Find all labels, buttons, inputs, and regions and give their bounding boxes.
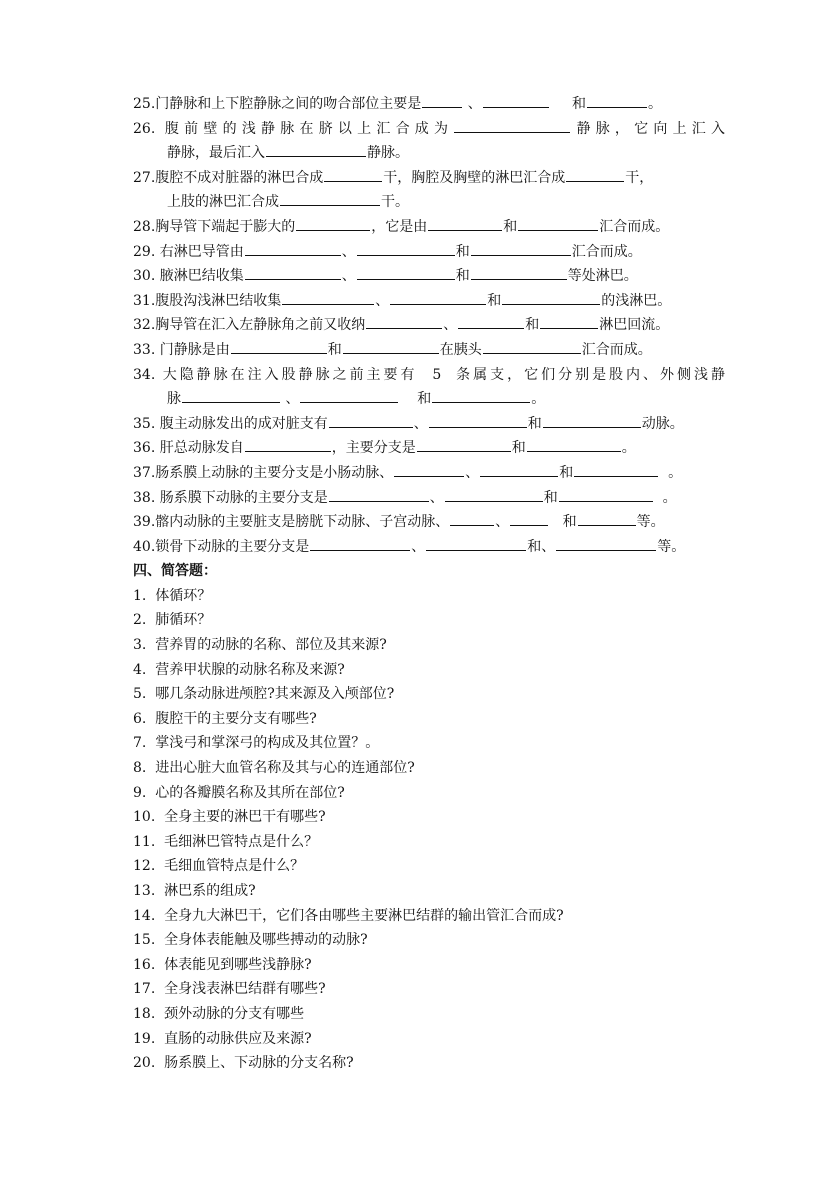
section-heading: 四、简答题： <box>133 563 217 580</box>
question-text: 和、 <box>527 538 556 555</box>
question-text: 锁骨下动脉的主要分支是 <box>155 538 310 555</box>
fill-question <box>133 461 725 486</box>
question-number: 25. <box>133 96 156 112</box>
question-text: 、 <box>495 514 510 531</box>
question-text: 淋巴回流。 <box>599 317 670 334</box>
question-text: 脉 <box>167 391 181 408</box>
question-text: 和 <box>527 415 542 432</box>
question-text: 和 <box>399 391 432 408</box>
question-text: 、 <box>465 464 480 481</box>
question-text: 干，胸腔及胸壁的淋巴汇合成 <box>383 169 566 186</box>
answer-blank[interactable] <box>483 93 549 108</box>
answer-blank[interactable] <box>343 339 439 354</box>
question-text: 和 <box>503 218 518 235</box>
question-number: 38. <box>133 489 156 506</box>
answer-blank[interactable] <box>559 487 653 502</box>
question-text: 汇合而成。 <box>581 341 652 358</box>
short-answer-question: 6. 腹腔干的主要分支有哪些? <box>133 710 317 727</box>
answer-blank[interactable] <box>578 511 636 526</box>
question-text: 腹主动脉发出的成对脏支有 <box>155 415 328 432</box>
question-text: 门静脉和上下腔静脉之间的吻合部位主要是 <box>155 96 422 112</box>
question-text: 肝总动脉发自 <box>155 440 244 457</box>
question-text: ，主要分支是 <box>331 440 416 457</box>
question-text: 和 <box>327 341 342 358</box>
answer-blank[interactable] <box>574 462 658 477</box>
answer-blank[interactable] <box>480 462 558 477</box>
answer-blank[interactable] <box>543 413 641 428</box>
question-text: 。 <box>653 489 677 506</box>
answer-blank[interactable] <box>426 536 526 551</box>
fill-question <box>133 215 725 240</box>
question-number: 28. <box>133 218 156 235</box>
answer-blank[interactable] <box>310 536 410 551</box>
question-number: 29. <box>133 243 156 260</box>
answer-blank[interactable] <box>422 93 462 108</box>
question-number: 39. <box>133 514 156 531</box>
question-text: 和 <box>455 243 470 260</box>
answer-blank[interactable] <box>245 437 331 452</box>
question-text: 汇合而成。 <box>571 243 642 260</box>
answer-blank[interactable] <box>280 191 380 206</box>
short-answer-question: 8. 进出心脏大血管名称及其与心的连通部位? <box>133 760 415 777</box>
question-text: 静脉，它向上汇入 <box>571 120 725 137</box>
question-text: 汇合而成。 <box>599 218 670 235</box>
answer-blank[interactable] <box>556 536 656 551</box>
question-text: 等处淋巴。 <box>567 268 638 285</box>
answer-blank[interactable] <box>587 93 647 108</box>
short-answer-question: 17. 全身浅表淋巴结群有哪些? <box>133 981 326 998</box>
answer-blank[interactable] <box>324 167 382 182</box>
question-text: 。 <box>531 391 546 408</box>
answer-blank[interactable] <box>471 241 571 256</box>
fill-question-continuation <box>133 190 725 215</box>
answer-blank[interactable] <box>366 314 442 329</box>
answer-blank[interactable] <box>231 339 327 354</box>
answer-blank[interactable] <box>510 511 548 526</box>
answer-blank[interactable] <box>296 216 370 231</box>
question-text: 和 <box>525 317 540 334</box>
fill-question <box>133 92 725 117</box>
question-text: 腹前壁的浅静脉在脐以上汇合成为 <box>155 120 454 137</box>
answer-blank[interactable] <box>450 511 494 526</box>
answer-blank[interactable] <box>458 314 524 329</box>
question-number: 33. <box>133 341 156 358</box>
question-text: 、 <box>463 96 482 112</box>
answer-blank[interactable] <box>445 487 543 502</box>
short-answer-question: 14. 全身九大淋巴干，它们各由哪些主要淋巴结群的输出管汇合而成? <box>133 907 564 924</box>
question-number: 26. <box>133 120 156 137</box>
short-answer-question: 19. 直肠的动脉供应及来源? <box>133 1030 312 1047</box>
short-answer-question: 11. 毛细淋巴管特点是什么？ <box>133 833 319 850</box>
answer-blank[interactable] <box>329 487 429 502</box>
question-text: 腹腔不成对脏器的淋巴合成 <box>155 169 324 186</box>
answer-blank[interactable] <box>182 388 280 403</box>
short-answer-question: 9. 心的各瓣膜名称及其所在部位? <box>133 784 345 801</box>
question-text: 等。 <box>636 514 665 531</box>
fill-question <box>133 436 725 461</box>
question-text: 肠系膜下动脉的主要分支是 <box>155 489 328 506</box>
question-text: 胸导管在汇入左静脉角之前又收纳 <box>155 317 366 334</box>
question-number: 30. <box>133 268 156 285</box>
fill-in-blank-section <box>133 92 725 559</box>
answer-blank[interactable] <box>518 216 598 231</box>
fill-question <box>133 363 725 388</box>
answer-blank[interactable] <box>527 437 621 452</box>
question-text: 、 <box>281 391 300 408</box>
answer-blank[interactable] <box>429 413 527 428</box>
answer-blank[interactable] <box>540 314 598 329</box>
fill-question <box>133 240 725 265</box>
answer-blank[interactable] <box>245 265 341 280</box>
short-answer-question: 20. 肠系膜上、下动脉的分支名称? <box>133 1055 354 1072</box>
question-text: 的浅淋巴。 <box>601 292 672 309</box>
question-number: 34. <box>133 366 156 383</box>
question-text: 、 <box>429 489 444 506</box>
fill-question <box>133 412 725 437</box>
question-number: 37. <box>133 464 156 481</box>
answer-blank[interactable] <box>428 216 502 231</box>
question-text: 和 <box>549 514 577 531</box>
answer-blank[interactable] <box>300 388 398 403</box>
answer-blank[interactable] <box>329 413 413 428</box>
short-answer-question: 15. 全身体表能触及哪些搏动的动脉? <box>133 932 368 949</box>
answer-blank[interactable] <box>357 241 455 256</box>
answer-blank[interactable] <box>483 339 581 354</box>
short-answer-list <box>133 584 725 1076</box>
question-text: 大隐静脉在注入股静脉之前主要有 5 条属支，它们分别是股内、外侧浅静 <box>155 366 725 383</box>
question-text: 、 <box>413 415 428 432</box>
answer-blank[interactable] <box>566 167 624 182</box>
question-text: 静脉。 <box>367 145 409 162</box>
question-text: 和 <box>559 464 574 481</box>
question-number: 32. <box>133 317 156 334</box>
short-answer-question: 1. 体循环？ <box>133 587 212 604</box>
question-text: 右淋巴导管由 <box>155 243 244 260</box>
question-text: 和 <box>543 489 558 506</box>
answer-blank[interactable] <box>357 265 455 280</box>
short-answer-question: 12. 毛细血管特点是什么？ <box>133 858 305 875</box>
fill-question <box>133 117 725 142</box>
question-number: 36. <box>133 440 156 457</box>
short-answer-question: 7. 掌浅弓和掌深弓的构成及其位置？。 <box>133 735 380 752</box>
short-answer-question: 2. 肺循环？ <box>133 612 212 629</box>
fill-question <box>133 166 725 191</box>
question-text: 。 <box>659 464 683 481</box>
fill-question <box>133 510 725 535</box>
short-answer-question: 10. 全身主要的淋巴干有哪些? <box>133 809 326 826</box>
short-answer-question: 3. 营养胃的动脉的名称、部位及其来源? <box>133 637 387 654</box>
answer-blank[interactable] <box>282 290 374 305</box>
short-answer-question: 18. 颈外动脉的分支有哪些 <box>133 1005 305 1022</box>
question-text: 在胰头 <box>439 341 482 358</box>
fill-question <box>133 264 725 289</box>
short-answer-question: 13. 淋巴系的组成? <box>133 883 256 899</box>
question-text: 、 <box>341 268 356 285</box>
question-text: 和 <box>455 268 470 285</box>
question-text: 肠系膜上动脉的主要分支是小肠动脉、 <box>155 464 394 481</box>
question-text: 。 <box>647 96 662 112</box>
question-text: 和 <box>549 96 586 112</box>
question-text: 动脉。 <box>641 415 684 432</box>
question-number: 35. <box>133 415 156 432</box>
fill-question <box>133 289 725 314</box>
answer-blank[interactable] <box>432 388 530 403</box>
question-number: 40. <box>133 538 156 555</box>
fill-question <box>133 338 725 363</box>
fill-question-continuation <box>133 141 725 166</box>
question-text: 。 <box>621 440 636 457</box>
question-text: ，它是由 <box>371 218 428 235</box>
short-answer-question: 4. 营养甲状腺的动脉名称及来源? <box>133 661 345 678</box>
answer-blank[interactable] <box>454 118 570 133</box>
answer-blank[interactable] <box>245 241 341 256</box>
answer-blank[interactable] <box>417 437 511 452</box>
question-text: 腋淋巴结收集 <box>155 268 244 285</box>
question-text: 门静脉是由 <box>155 341 230 358</box>
short-answer-question: 16. 体表能见到哪些浅静脉? <box>133 956 312 973</box>
question-text: 胸导管下端起于膨大的 <box>155 218 296 235</box>
answer-blank[interactable] <box>471 265 567 280</box>
question-text: 和 <box>487 292 502 309</box>
fill-question-continuation <box>133 387 725 412</box>
fill-question <box>133 486 725 511</box>
short-answer-question: 5. 哪几条动脉进颅腔?其来源及入颅部位? <box>133 686 395 703</box>
fill-question <box>133 535 725 560</box>
answer-blank[interactable] <box>390 290 486 305</box>
question-text: 、 <box>443 317 458 334</box>
question-text: 、 <box>375 292 390 309</box>
document-content <box>133 92 725 1076</box>
answer-blank[interactable] <box>502 290 600 305</box>
question-text: 和 <box>511 440 526 457</box>
question-text: 静脉，最后汇入 <box>167 145 265 162</box>
answer-blank[interactable] <box>394 462 464 477</box>
question-number: 31. <box>133 292 156 309</box>
fill-question <box>133 313 725 338</box>
question-number: 27. <box>133 169 156 186</box>
question-text: 干， <box>625 169 654 186</box>
question-text: 、 <box>341 243 356 260</box>
question-text: 腹股沟浅淋巴结收集 <box>155 292 282 309</box>
answer-blank[interactable] <box>266 142 366 157</box>
question-text: 干。 <box>381 194 409 211</box>
question-text: 、 <box>411 538 426 555</box>
question-text: 髂内动脉的主要脏支是膀胱下动脉、子宫动脉、 <box>155 514 450 531</box>
question-text: 等。 <box>657 538 686 555</box>
question-text: 上肢的淋巴汇合成 <box>167 194 279 211</box>
